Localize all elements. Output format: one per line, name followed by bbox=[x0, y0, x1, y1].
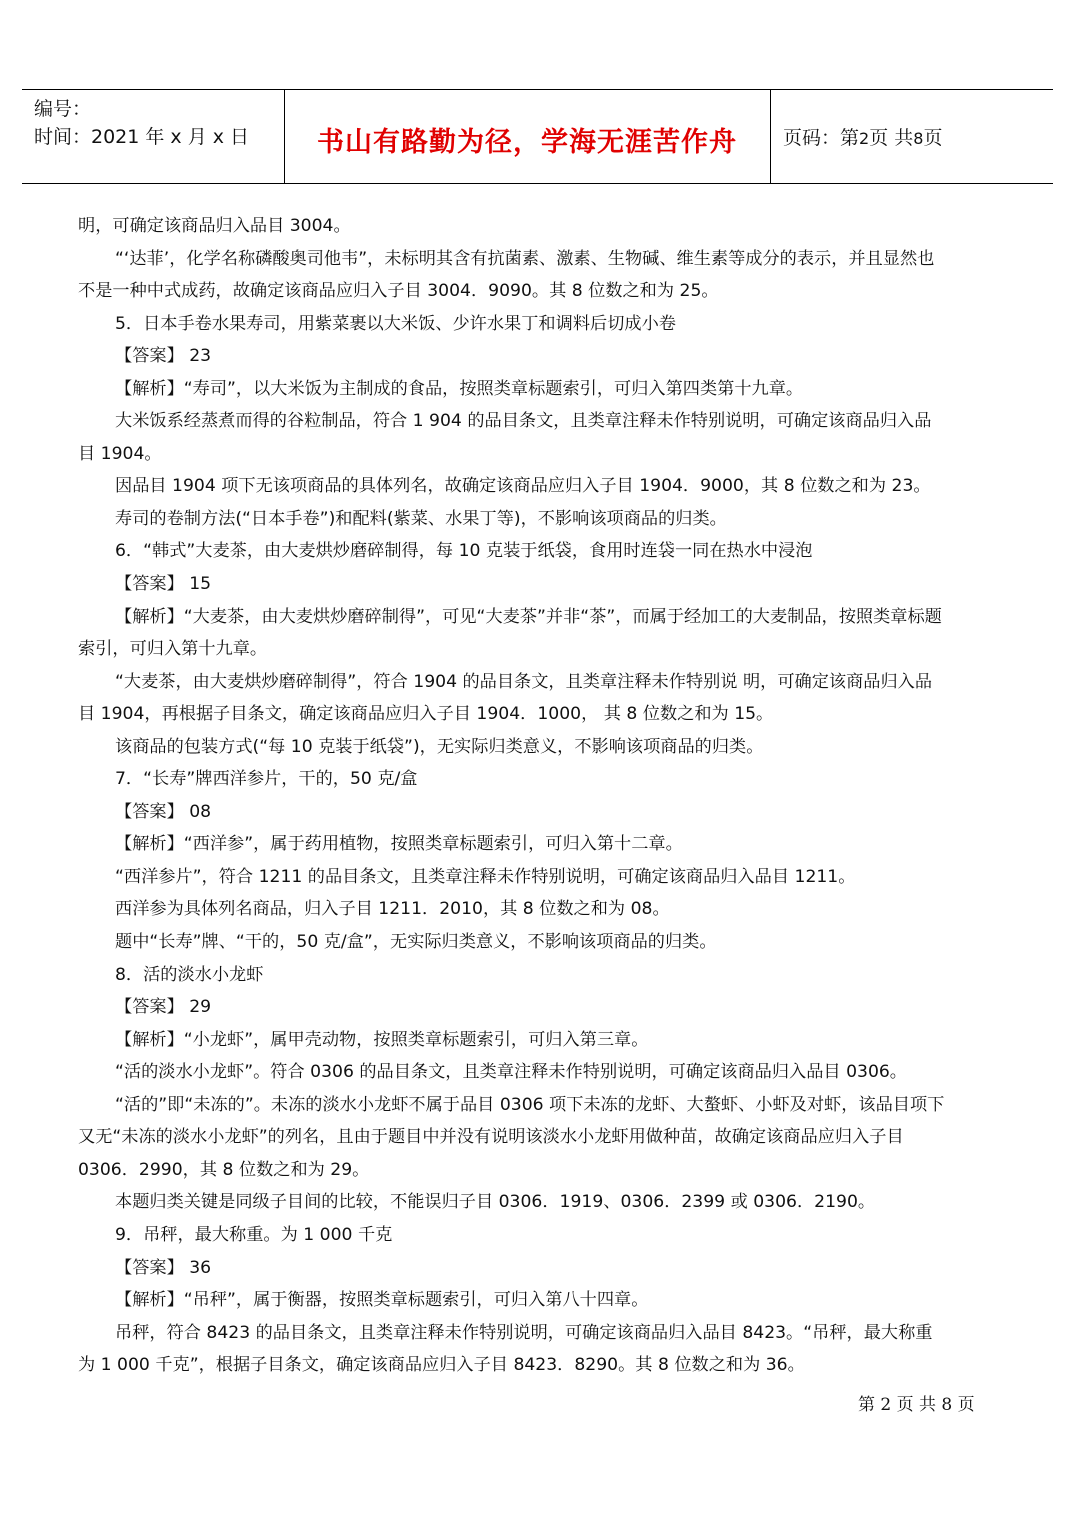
text-line: 吊秤，符合 8423 的品目条文，且类章注释未作特别说明，可确定该商品归入品目 8423。“吊秤，最大称重 bbox=[115, 1322, 933, 1343]
page-header bbox=[22, 89, 1053, 184]
answer-line: 【答案】 36 bbox=[115, 1257, 212, 1278]
question-title: 6．“韩式”大麦茶，由大麦烘炒磨碎制得，每 10 克装于纸袋，食用时连袋一同在热水中浸泡 bbox=[115, 541, 813, 562]
analysis-line: 【解析】“西洋参”，属于药用植物，按照类章标题索引，可归入第十二章。 bbox=[115, 834, 683, 855]
text-line: 不是一种中式成药，故确定该商品应归入子目 3004．9090。其 8 位数之和为 25。 bbox=[78, 281, 719, 302]
question-title: 9．吊秤，最大称重。为 1 000 千克 bbox=[115, 1224, 393, 1245]
document-body bbox=[78, 210, 1000, 1382]
analysis-line: 【解析】“寿司”，以大米饭为主制成的食品，按照类章标题索引，可归入第四类第十九章。 bbox=[115, 378, 804, 399]
text-line: “大麦茶，由大麦烘炒磨碎制得”，符合 1904 的品目条文，且类章注释未作特别说 明，可确定该商品归入品 bbox=[115, 671, 933, 692]
text-line: 题中“长寿”牌、“干的，50 克/盒”，无实际归类意义，不影响该项商品的归类。 bbox=[115, 932, 717, 953]
text-line: “活的”即“未冻的”。未冻的淡水小龙虾不属于品目 0306 项下未冻的龙虾、大螯虾、小虾及对虾，该品目项下 bbox=[115, 1094, 945, 1115]
analysis-line: 【解析】“小龙虾”，属甲壳动物，按照类章标题索引，可归入第三章。 bbox=[115, 1029, 649, 1050]
page-suffix: 页 bbox=[923, 127, 943, 149]
text-line: 该商品的包装方式(“每 10 克装于纸袋”)，无实际归类意义，不影响该项商品的归类。 bbox=[115, 736, 764, 757]
analysis-line: 【解析】“吊秤”，属于衡器，按照类章标题索引，可归入第八十四章。 bbox=[115, 1290, 649, 1311]
text-line: 目 1904。 bbox=[78, 443, 162, 464]
text-line: “活的淡水小龙虾”。符合 0306 的品目条文，且类章注释未作特别说明，可确定该商品归入品目 0306。 bbox=[115, 1062, 907, 1083]
text-line: 本题归类关键是同级子目间的比较，不能误归子目 0306．1919、0306．2399 或 0306．2190。 bbox=[115, 1192, 876, 1213]
question-title: 7．“长寿”牌西洋参片，干的，50 克/盒 bbox=[115, 769, 418, 790]
text-line: 因品目 1904 项下无该项商品的具体列名，故确定该商品应归入子目 1904．9000，其 8 位数之和为 23。 bbox=[115, 476, 931, 497]
analysis-line: 【解析】“大麦茶，由大麦烘炒磨碎制得”，可见“大麦茶”并非“茶”，而属于经加工的大麦制品，按照类章标题 bbox=[115, 606, 942, 627]
header-page-code bbox=[783, 123, 942, 150]
header-page-cell bbox=[771, 90, 1053, 183]
page-total: 8 bbox=[913, 129, 924, 148]
text-line: 明，可确定该商品归入品目 3004。 bbox=[78, 216, 351, 236]
text-line: 目 1904，再根据子目条文，确定该商品应归入子目 1904．1000， 其 8 位数之和为 15。 bbox=[78, 704, 774, 725]
text-line: 寿司的卷制方法(“日本手卷”)和配料(紫菜、水果丁等)，不影响该项商品的归类。 bbox=[115, 508, 727, 529]
header-motto: 书山有路勤为径，学海无涯苦作舟 bbox=[317, 127, 737, 158]
page-mid: 页 共 bbox=[869, 127, 914, 149]
text-line: 西洋参为具体列名商品，归入子目 1211．2010，其 8 位数之和为 08。 bbox=[115, 899, 670, 920]
question-title: 8．活的淡水小龙虾 bbox=[115, 964, 264, 985]
answer-line: 【答案】 15 bbox=[115, 574, 212, 595]
document-time-label: 时间：2021 年 x 月 x 日 bbox=[34, 126, 250, 148]
document-number-label: 编号： bbox=[34, 98, 92, 120]
text-line: 又无“未冻的淡水小龙虾”的列名，且由于题目中并没有说明该淡水小龙虾用做种苗，故确定该商品应归入子目 bbox=[78, 1127, 904, 1148]
text-line: 0306．2990，其 8 位数之和为 29。 bbox=[78, 1159, 370, 1180]
answer-line: 【答案】 23 bbox=[115, 346, 212, 367]
answer-line: 【答案】 29 bbox=[115, 997, 212, 1018]
page-footer: 第 2 页 共 8 页 bbox=[858, 1395, 975, 1415]
text-line: “‘达菲’，化学名称磷酸奥司他韦”，未标明其含有抗菌素、激素、生物碱、维生素等成分的表示，并且显然也 bbox=[115, 248, 935, 269]
header-info-cell bbox=[22, 90, 285, 183]
text-line: 索引，可归入第十九章。 bbox=[78, 639, 268, 660]
page-prefix: 页码：第 bbox=[783, 127, 860, 149]
answer-line: 【答案】 08 bbox=[115, 801, 212, 822]
text-line: 大米饭系经蒸煮而得的谷粒制品，符合 1 904 的品目条文，且类章注释未作特别说明，可确定该商品归入品 bbox=[115, 411, 932, 432]
page-current: 2 bbox=[859, 129, 870, 148]
header-motto-cell bbox=[284, 90, 771, 183]
text-line: 为 1 000 千克”，根据子目条文，确定该商品应归入子目 8423．8290。其 8 位数之和为 36。 bbox=[78, 1355, 805, 1376]
text-line: “西洋参片”，符合 1211 的品目条文，且类章注释未作特别说明，可确定该商品归入品目 1211。 bbox=[115, 866, 856, 887]
question-title: 5．日本手卷水果寿司，用紫菜裹以大米饭、少许水果丁和调料后切成小卷 bbox=[115, 313, 676, 334]
